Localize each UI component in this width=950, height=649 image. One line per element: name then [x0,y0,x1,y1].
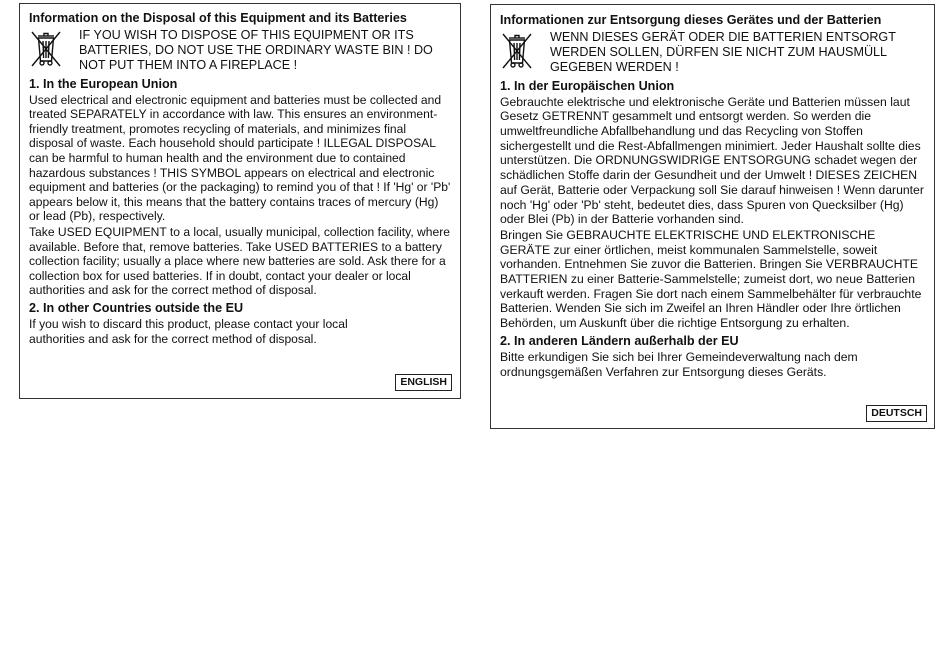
deutsch-section1-heading: 1. In der Europäischen Union [500,78,675,93]
english-language-badge: ENGLISH [395,374,452,391]
english-section1-para1: Used electrical and electronic equipment and batteries must be collected and treated SEPARATELY in accordance with law. This ensures an environment-friendly treatment, promotes recycling of materials, and minimizes final disposal of waste. Each household should participate ! ILLEGAL DISPOSAL can be harmful to human health and the environment due to contained hazardous substances ! THIS SYMBOL appears on electrical and electronic equipment and batteries (or the packaging) to remind you of that ! If 'Hg' or 'Pb' appears below it, this means that the battery contains traces of mercury (Hg) or lead (Pb), respectively. [29,92,451,224]
deutsch-warning-text: WENN DIESES GERÄT ODER DIE BATTERIEN ENTSORGT WERDEN SOLLEN, DÜRFEN SIE NICHT ZUM HAUSMÜLL GEGEBEN WERDEN ! [550,30,896,75]
english-title: Information on the Disposal of this Equipment and its Batteries [29,11,407,25]
deutsch-section1-para2: Bringen Sie GEBRAUCHTE ELEKTRISCHE UND ELEKTRONISCHE GERÄTE zur einer örtlichen, meist kommunalen Sammelstelle, soweit vorhanden. Entnehmen Sie zuvor die Batterien. Bringen Sie VERBRAUCHTE BATTERIEN zu einer Batterie-Sammelstelle; zumeist dort, wo neue Batterien verkauft werden. Fragen Sie dort nach einem Sammelbehälter für verbrauchte Batterien. Wenden Sie sich im Zweifel an Ihren Händler oder Ihre örtlichen Behörden, um Auskunft über die richtige Entsorgung zu erhalten. [500,227,922,331]
deutsch-section1-para1: Gebrauchte elektrische und elektronische Geräte und Batterien müssen laut Gesetz GETRENNT gesammelt und entsorgt werden. So werden die umweltfreundliche Abfallbehandlung und das Recycling von Stoffen sichergestellt und die Rest-Abfallmengen minimiert. Jeder Haushalt sollte dies unterstützen. Die ORDNUNGSWIDRIGE ENTSORGUNG schadet wegen der schädlichen Stoffe darin der Gesundheit und der Umwelt ! DIESES ZEICHEN auf Gerät, Batterie oder Verpackung soll Sie darauf hinweisen ! Wenn darunter noch 'Hg' oder 'Pb' steht, bedeutet dies, dass Spuren von Quecksilber (Hg) oder Blei (Pb) in der Batterie vorhanden sind. [500,94,924,227]
english-section1-heading: 1. In the European Union [29,76,178,91]
english-disposal-panel [19,3,461,399]
english-section1-para2: Take USED EQUIPMENT to a local, usually municipal, collection facility, where available. Before that, remove batteries. Take USED BATTERIES to a battery collection facility; usually a place where new batteries are sold. Ask there for a collection box for used batteries. If in doubt, contact your dealer or local authorities and ask for the correct method of disposal. [29,224,450,298]
crossed-out-bin-icon [500,30,540,74]
deutsch-section2-heading: 2. In anderen Ländern außerhalb der EU [500,333,739,348]
english-section2-heading: 2. In other Countries outside the EU [29,300,244,315]
deutsch-disposal-panel [490,4,935,429]
english-warning-row [29,28,451,74]
english-section2-para: If you wish to discard this product, please contact your local authorities and ask for the correct method of disposal. [29,316,348,346]
deutsch-section2-para: Bitte erkundigen Sie sich bei Ihrer Gemeindeverwaltung nach dem ordnungsgemäßen Verfahren zur Entsorgung dieses Geräts. [500,349,858,379]
deutsch-title: Informationen zur Entsorgung dieses Gerätes und der Batterien [500,13,882,27]
crossed-out-bin-icon [29,28,69,72]
deutsch-language-badge: DEUTSCH [866,405,927,422]
deutsch-warning-row [500,30,925,76]
english-warning-text: IF YOU WISH TO DISPOSE OF THIS EQUIPMENT OR ITS BATTERIES, DO NOT USE THE ORDINARY WASTE BIN ! DO NOT PUT THEM INTO A FIREPLACE ! [79,28,433,73]
